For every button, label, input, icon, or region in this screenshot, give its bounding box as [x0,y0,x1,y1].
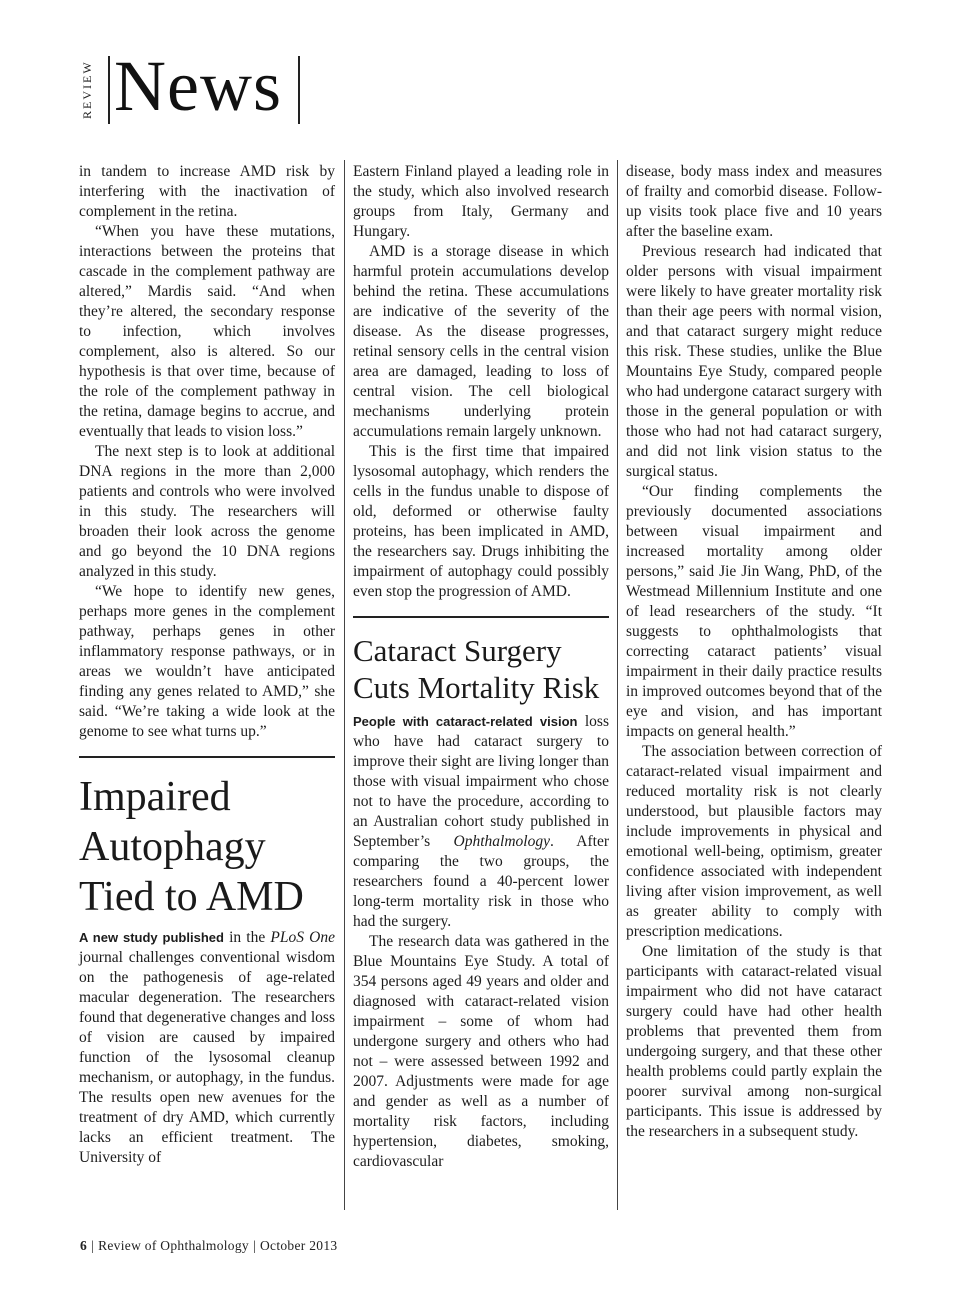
lead-in: People with cataract-related vision [353,714,578,729]
paragraph: The next step is to look at additional DNA regions in the more than 2,000 patients and controls who were involved in this study. The researchers will broaden their look across the genome and go beyond the 10 DNA regions analyzed in this study. [79,443,335,580]
paragraph [353,712,609,932]
paragraph: “When you have these mutations, interactions between the proteins that cascade in the complement pathway are altered,” Mardis said. “And when they’re altered, the secondary response to infection, which involves complement, also is altered. So our hypothesis is that over time, because of the role of the complement pathway in the retina, damage begins to accrue, and eventually that leads to vision loss.” [79,223,335,440]
footer-separator: | [91,1238,95,1253]
section-label: REVIEW [80,60,94,120]
article-headline: Cataract Surgery Cuts Mortality Risk [353,633,600,705]
paragraph: “We hope to identify new genes, perhaps more genes in the complement pathway, perhaps genes in other inflammatory response pathways, or in areas we wouldn’t have anticipated finding any genes related to AMD,” she said. “We’re taking a wide look at the genome to see what turns up.” [79,583,335,740]
paragraph: in tandem to increase AMD risk by interfering with the inactivation of complement in the retina. [79,163,335,220]
paragraph: Previous research had indicated that older persons with visual impairment were likely to have greater mortality risk than their age peers with normal vision, and that cataract surgery might reduce this risk. These studies, unlike the Blue Mountains Eye Study, compared people who had undergone cataract surgery with those in the general population or with those who had not had cataract surgery, and did not link vision status to the surgical status. [626,243,882,480]
paragraph: The association between correction of cataract-related visual impairment and reduced mortality risk is not clearly understood, but plausible factors may include improvements in physical and emotional well-being, optimism, greater confidence associated with independent living after vision improvement, as well as greater ability to comply with prescription medications. [626,743,882,940]
article-divider [353,616,609,618]
column-1 [79,162,335,1168]
journal-name: PLoS One [270,929,335,946]
column-rule [617,160,618,1210]
publication-name: Review of Ophthalmology [98,1238,249,1253]
article-headline: Impaired Autophagy Tied to AMD [79,774,304,920]
page-footer [80,1238,337,1254]
paragraph: AMD is a storage disease in which harmful protein accumulations develop behind the retina. These accumulations are indicative of the severity of the disease. As the disease progresses, retinal sensory cells in the central vision area are damaged, leading to loss of central vision. The cell biological mechanisms underlying protein accumulations remain largely unknown. [353,243,609,440]
text-run: loss who have had cataract surgery to improve their sight are living longer than those with visual impairment who chose not to have the procedure, according to an Australian cohort study published in September’s [353,713,609,850]
text-run: in the [223,929,271,946]
article-divider [79,756,335,758]
column-rule [344,160,345,1210]
paragraph: One limitation of the study is that participants with cataract-related visual impairment who did not have cataract surgery could have had other health problems that prevented them from undergoing surgery, and that these other health problems could partly explain the poorer survival among non-surgical participants. This issue is addressed by the researchers in a subsequent study. [626,943,882,1140]
paragraph: Eastern Finland played a leading role in the study, which also involved research groups from Italy, Germany and Hungary. [353,163,609,240]
column-3 [626,162,882,1142]
paragraph: The research data was gathered in the Blue Mountains Eye Study. A total of 354 persons aged 49 years and older and diagnosed with cataract-related vision impairment – some of whom had undergone surgery and others who had not – were assessed between 1992 and 2007. Adjustments were made for age and gender as well as a number of mortality risk factors, including hypertension, diabetes, smoking, cardiovascular [353,933,609,1170]
masthead-divider [298,56,300,124]
masthead-divider [108,56,110,124]
issue-date: October 2013 [259,1238,338,1253]
paragraph: disease, body mass index and measures of frailty and comorbid disease. Follow-up visits took place five and 10 years after the baseline exam. [626,163,882,240]
paragraph [79,928,335,1168]
page-number: 6 [80,1238,88,1253]
lead-in: A new study published [79,930,224,945]
paragraph: This is the first time that impaired lysosomal autophagy, which renders the cells in the fundus unable to dispose of old, deformed or otherwise faulty proteins, has been implicated in AMD, the researchers say. Drugs inhibiting the impairment of autophagy could possibly even stop the progression of AMD. [353,443,609,600]
text-run: journal challenges conventional wisdom on the pathogenesis of age-related macular degeneration. The researchers found that degenerative changes and loss of vision are caused by impaired function of the lysosomal cleanup mechanism, or autophagy, in the fundus. The results open new avenues for the treatment of dry AMD, which currently lacks an efficient treatment. The University of [79,949,335,1166]
page-title: News [114,46,282,126]
text-run: . After comparing the two groups, the researchers found a 40-percent lower long-term mortality risk in those who had the surgery. [353,833,609,930]
footer-separator: | [252,1238,256,1253]
journal-name: Ophthalmology [453,833,550,850]
paragraph: “Our finding complements the previously documented associations between visual impairment and increased mortality among older persons,” said Jie Jin Wang, PhD, of the Westmead Millennium Institute and one of lead researchers of the study. “It suggests to ophthalmologists that correcting cataract patients’ visual impairment in their daily practice results in improved outcomes beyond that of the eye and vision, and has important impacts on general health.” [626,483,882,740]
column-2 [353,162,609,1172]
